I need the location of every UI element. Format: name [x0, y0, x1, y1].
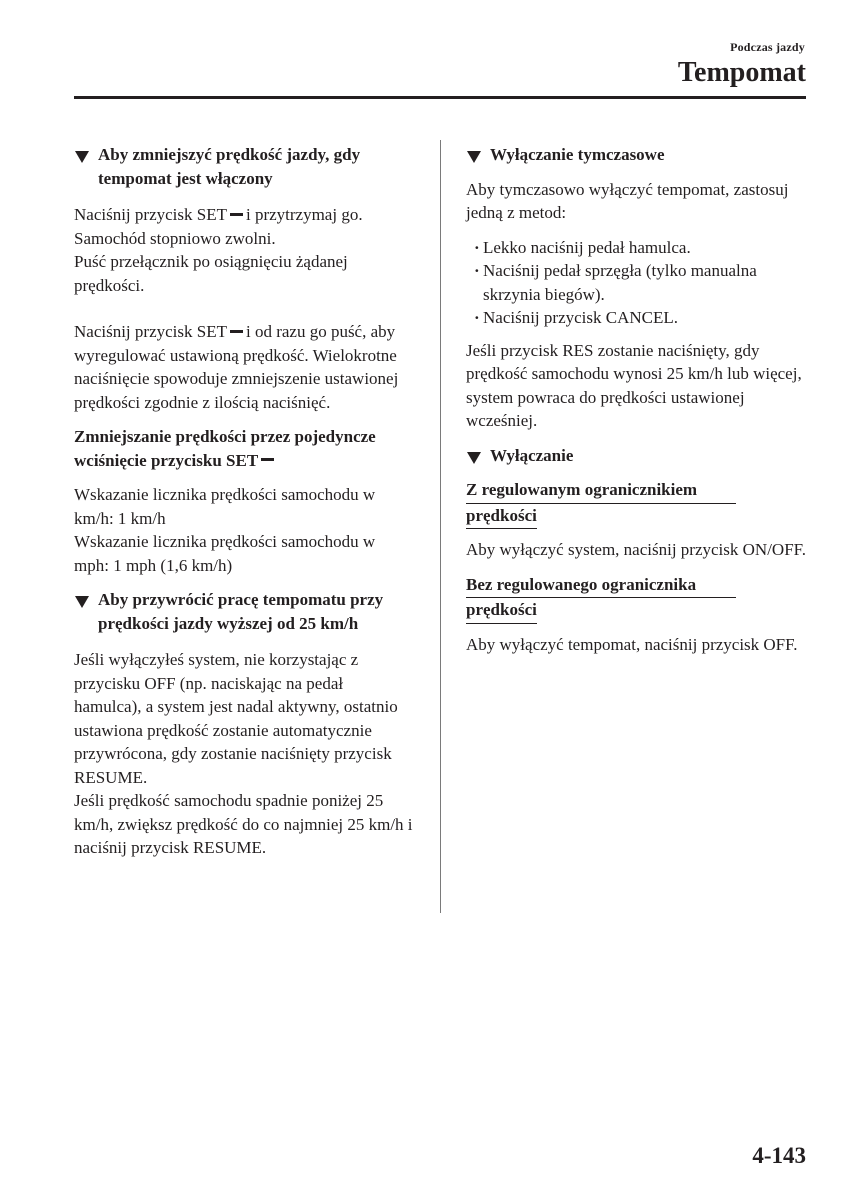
- bullet-icon: ·: [474, 261, 480, 280]
- subheading-with-limiter: [466, 478, 811, 529]
- triangle-down-icon: [467, 452, 481, 464]
- text: Naciśnij przycisk SET: [74, 322, 227, 341]
- heading-reduce-speed: [74, 143, 414, 190]
- heading-text: Wyłączanie: [490, 445, 574, 465]
- text: i przytrzymaj go. Samochód stopniowo zwolni.: [74, 205, 363, 248]
- paragraph: Wskazanie licznika prędkości samochodu w km/h: 1 km/h: [74, 485, 376, 528]
- list-item: [466, 236, 811, 260]
- triangle-down-icon: [75, 596, 89, 608]
- heading-text: Aby przywrócić pracę tempomatu przy prędkości jazdy wyższej od 25 km/h: [98, 590, 384, 633]
- heading-temporary-off: [466, 143, 811, 167]
- subheading-line: Bez regulowanego ogranicznika: [466, 573, 736, 599]
- triangle-down-icon: [467, 151, 481, 163]
- page-number: 4-143: [752, 1143, 806, 1168]
- minus-icon: [261, 458, 274, 461]
- paragraph: Jeśli przycisk RES zostanie naciśnięty, gdy prędkość samochodu wynosi 25 km/h lub więcej, system powraca do prędkości ustawionej wcześniej.: [466, 340, 802, 430]
- right-column: [466, 143, 811, 656]
- paragraph: Aby tymczasowo wyłączyć tempomat, zastosuj jedną z metod:: [466, 179, 789, 222]
- subheading-line: prędkości: [466, 504, 537, 530]
- text: Lekko naciśnij pedał hamulca.: [483, 237, 691, 257]
- text: i od razu go puść, aby wyregulować ustawioną prędkość. Wielokrotne naciśnięcie spowoduje zmniejszenie ustawionej prędkości zgodnie z ilością naciśnięć.: [74, 322, 399, 412]
- heading-restore-speed: [74, 588, 414, 635]
- list-item: [466, 259, 811, 306]
- page-title: Tempomat: [677, 57, 806, 88]
- minus-icon: [230, 213, 243, 216]
- bullet-icon: ·: [474, 237, 480, 257]
- triangle-down-icon: [75, 151, 89, 163]
- section-label: Podczas jazdy: [730, 40, 805, 54]
- text: Naciśnij przycisk SET: [74, 205, 227, 224]
- heading-text: Aby zmniejszyć prędkość jazdy, gdy tempomat jest włączony: [98, 145, 361, 188]
- text: Naciśnij pedał sprzęgła (tylko manualna skrzynia biegów).: [483, 261, 757, 304]
- paragraph: Jeśli prędkość samochodu spadnie poniżej 25 km/h, zwiększ prędkość do co najmniej 25 km/h i naciśnij przycisk RESUME.: [74, 791, 413, 857]
- bullet-list: [466, 236, 811, 330]
- subheading-line: Z regulowanym ogranicznikiem: [466, 478, 736, 504]
- paragraph: [74, 320, 414, 414]
- paragraph: Wskazanie licznika prędkości samochodu w mph: 1 mph (1,6 km/h): [74, 532, 376, 575]
- subheading-line: prędkości: [466, 598, 537, 624]
- paragraph: Aby wyłączyć tempomat, naciśnij przycisk OFF.: [466, 634, 798, 654]
- heading-switch-off: [466, 444, 811, 468]
- subheading-without-limiter: [466, 573, 811, 624]
- subheading-single-press: [74, 425, 414, 472]
- header-rule: [74, 96, 806, 99]
- list-item: [466, 306, 811, 330]
- heading-text: Wyłączanie tymczasowe: [490, 145, 665, 164]
- paragraph: Jeśli wyłączyłeś system, nie korzystając z przycisku OFF (np. naciskając na pedał hamulca), a system jest nadal aktywny, ostatnio ustawiona prędkość zostanie automatycznie przywrócona, gdy zostanie naciśnięty przycisk RESUME.: [74, 650, 398, 787]
- minus-icon: [230, 330, 243, 333]
- text: Naciśnij przycisk CANCEL.: [483, 308, 678, 327]
- paragraph: [74, 203, 414, 250]
- left-column: [74, 143, 414, 860]
- bullet-icon: ·: [474, 308, 480, 327]
- text: Zmniejszanie prędkości przez pojedyncze wciśnięcie przycisku SET: [74, 427, 376, 470]
- column-divider: [440, 140, 441, 913]
- paragraph: Puść przełącznik po osiągnięciu żądanej prędkości.: [74, 252, 348, 295]
- paragraph: Aby wyłączyć system, naciśnij przycisk ON/OFF.: [466, 540, 806, 559]
